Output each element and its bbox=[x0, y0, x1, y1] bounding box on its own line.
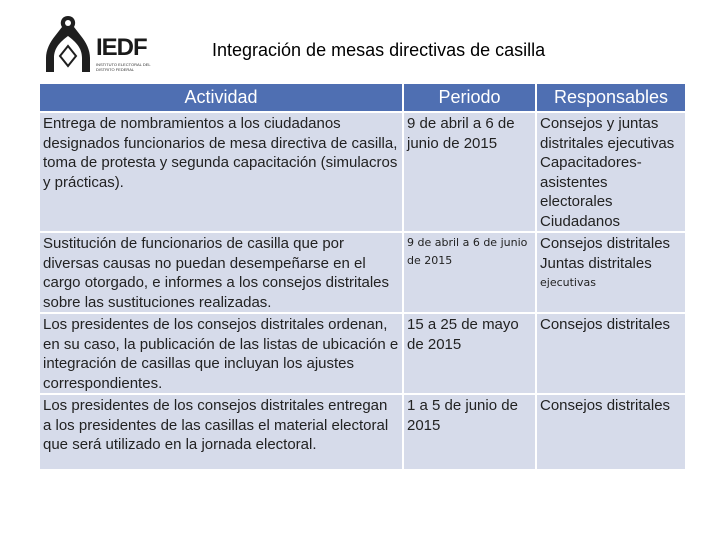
responsables-small: ejecutivas bbox=[540, 276, 596, 289]
page-title: Integración de mesas directivas de casilla bbox=[212, 40, 546, 60]
iedf-emblem-icon bbox=[40, 12, 96, 76]
cell-responsables: Consejos y juntas distritales ejecutivas Capacitadores-asistentes electorales Ciudadanos bbox=[537, 113, 685, 231]
table-header-row bbox=[40, 84, 685, 111]
cell-actividad: Entrega de nombramientos a los ciudadanos designados funcionarios de mesa directiva de casilla, toma de protesta y segunda capacitación (simulacros y prácticas). bbox=[40, 113, 402, 231]
cell-responsables: Consejos distritales bbox=[537, 395, 685, 469]
table-row bbox=[40, 113, 685, 231]
table-row bbox=[40, 233, 685, 312]
cell-actividad: Sustitución de funcionarios de casilla que por diversas causas no puedan desempeñarse en el cargo otorgado, e informes a los consejos distritales sobre las sustituciones realizadas. bbox=[40, 233, 402, 312]
iedf-logo bbox=[40, 12, 150, 76]
table-row bbox=[40, 314, 685, 393]
cell-periodo: 9 de abril a 6 de junio de 2015 bbox=[404, 113, 535, 231]
header-actividad: Actividad bbox=[40, 84, 402, 111]
cell-periodo: 9 de abril a 6 de junio de 2015 bbox=[404, 233, 535, 312]
cell-actividad: Los presidentes de los consejos distritales entregan a los presidentes de las casillas el material electoral que será utilizado en la jornada electoral. bbox=[40, 395, 402, 469]
cell-periodo: 15 a 25 de mayo de 2015 bbox=[404, 314, 535, 393]
cell-responsables bbox=[537, 233, 685, 312]
logo-text: IEDF bbox=[96, 34, 147, 61]
responsables-main: Consejos distritales Juntas distritales bbox=[540, 235, 671, 272]
cell-periodo: 1 a 5 de junio de 2015 bbox=[404, 395, 535, 469]
cell-actividad: Los presidentes de los consejos distritales ordenan, en su caso, la publicación de las listas de ubicación e integración de casillas que incluyan los ajustes correspondientes. bbox=[40, 314, 402, 393]
table-row bbox=[40, 395, 685, 469]
logo-subtitle: INSTITUTO ELECTORAL DEL DISTRITO FEDERAL bbox=[96, 62, 151, 72]
header-periodo: Periodo bbox=[404, 84, 535, 111]
activities-table bbox=[38, 82, 687, 471]
header-responsables: Responsables bbox=[537, 84, 685, 111]
cell-responsables: Consejos distritales bbox=[537, 314, 685, 393]
